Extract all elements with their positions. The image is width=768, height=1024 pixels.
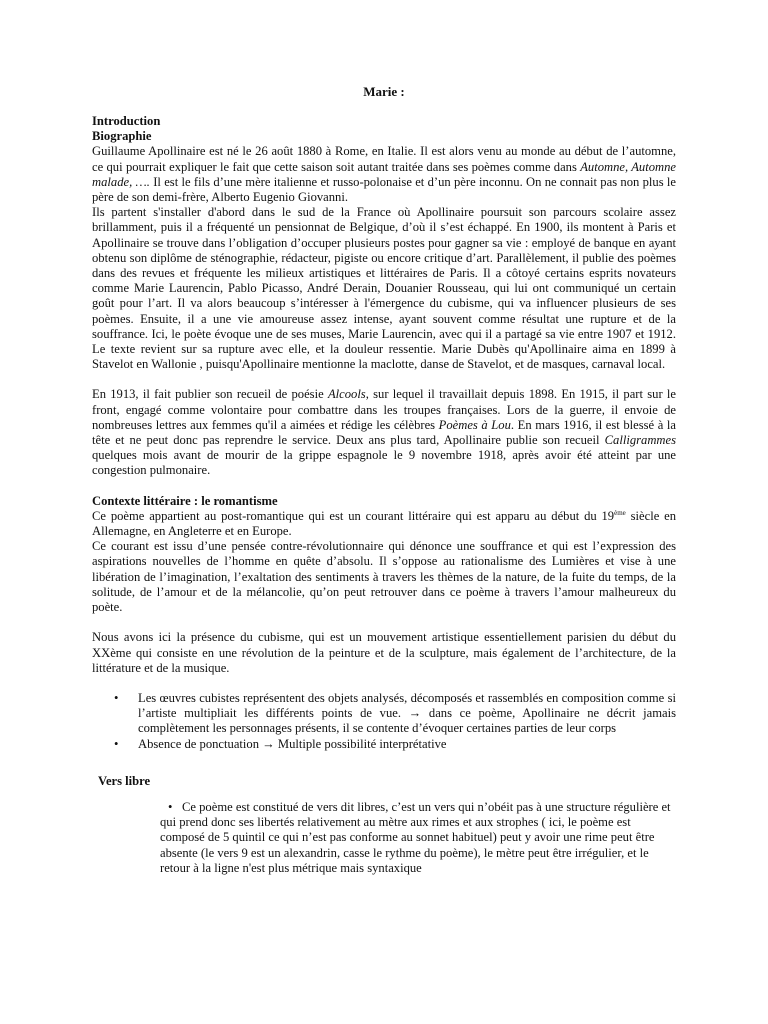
list-item: • Absence de ponctuation → Multiple possibilité interprétative <box>114 736 447 751</box>
vers-libre-heading: Vers libre <box>98 773 151 788</box>
bullet-icon: • <box>168 799 173 814</box>
bullet-icon: • <box>114 690 119 705</box>
cubisme-bullet-list <box>92 691 676 752</box>
contexte-paragraph-1: Ce poème appartient au post-romantique qui est un courant littéraire qui est apparu au début du 19ème siècle en Allemagne, en Angleterre et en Europe. <box>92 508 676 539</box>
introduction-heading: Introduction <box>92 114 161 128</box>
bullet-icon: • <box>114 736 119 751</box>
document-body <box>92 114 676 876</box>
contexte-heading: Contexte littéraire : le romantisme <box>92 493 278 508</box>
biographie-heading: Biographie <box>92 129 152 144</box>
vers-libre-paragraph: • Ce poème est constitué de vers dit libres, c’est un vers qui n’obéit pas à une structure régulière et qui prend donc ses libertés relativement au mètre aux rimes et aux strophes ( ici, le poème est composé de 5 quintil ce qui n’est pas conforme au sonnet habituel) peut y avoir une rime peut être absente (le vers 9 est un alexandrin, casse le rythme du poème), le mètre peut être irrégulier, et le retour à la ligne n'est plus métrique mais syntaxique <box>160 799 671 875</box>
bio-paragraph-1: Guillaume Apollinaire est né le 26 août 1880 à Rome, en Italie. Il est alors venu au monde au début de l’automne, ce qui pourrait expliquer le fait que cette saison soit autant traitée dans ses poèmes comme dans Automne, Automne malade, …. Il est le fils d’une mère italienne et russo-polonaise et d’un père inconnu. On ne connait pas non plus le père de son demi-frère, Alberto Eugenio Giovanni. <box>92 144 677 205</box>
bio-paragraph-3: En 1913, il fait publier son recueil de poésie Alcools, sur lequel il travaillait depuis 1898. En 1915, il part sur le front, engagé comme volontaire pour combattre dans les troupes françaises. Lors de la guerre, il envoie de nombreuses lettres aux femmes qu'il a aimées et rédige les célèbres Poèmes à Lou. En mars 1916, il est blessé à la tête et ne peut donc pas reprendre le service. Deux ans plus tard, Apollinaire publie son recueil Calligrammes quelques mois avant de mourir de la grippe espagnole le 9 novembre 1918, après avoir été atteint par une congestion pulmonaire. <box>92 387 676 478</box>
cubisme-paragraph: Nous avons ici la présence du cubisme, qui est un mouvement artistique essentiellement parisien du début du XXème qui consiste en une révolution de la peinture et de la sculpture, mais également de l’architecture, de la littérature et de la musique. <box>92 630 676 675</box>
vers-libre-section <box>160 800 676 876</box>
list-item: • Les œuvres cubistes représentent des objets analysés, décomposés et rassemblés en composition comme si l’artiste multipliait les différents points de vue. → dans ce poème, Apollinaire ne décrit jamais complètement les personnages présents, il se contente d’évoquer certaines parties de leur corps <box>114 690 676 736</box>
contexte-paragraph-2: Ce courant est issu d’une pensée contre-révolutionnaire qui dénonce une souffrance et qui est l’expression des aspirations nouvelles de l’homme en quête d’absolu. Il s’oppose au rationalisme des Lumières et vise à une libération de l’imagination, l’exaltation des sentiments à travers les thèmes de la nature, de la fuite du temps, de la solitude, de l’amour et de la mélancolie, qu’on peut retrouver dans ce poème à travers l’amour malheureux du poète. <box>92 539 676 615</box>
document-title: Marie : <box>363 84 405 99</box>
bio-paragraph-2: Ils partent s'installer d'abord dans le sud de la France où Apollinaire poursuit son parcours scolaire assez brillamment, puis il a fréquenté un pensionnat de Belgique, d’où il s’est échappé. En 1900, ils montent à Paris et Apollinaire se trouve dans l’obligation d’occuper plusieurs postes pour gagner sa vie : employé de banque en ayant obtenu son diplôme de sténographie, rédacteur, pigiste ou encore critique d’art. Parallèlement, il publie des poèmes dans des revues et fréquente les milieux artistiques et littéraires de Paris. Il a côtoyé certains esprits novateurs comme Marie Laurencin, Pablo Picasso, André Derain, Douanier Rousseau, qui lui ont communiqué un certain goût pour l’art. Il va alors beaucoup s’intéresser à l'émergence du cubisme, qui va influencer plusieurs de ses poèmes. Ensuite, il a une vie amoureuse assez intense, ayant souvent comme résultat une rupture et de la souffrance. Ici, le poète évoque une de ses muses, Marie Laurencin, avec qui il a partagé sa vie entre 1907 et 1912. Le texte revient sur sa rupture avec elle, et la douleur ressentie. Marie Dubès qu'Apollinaire aima en 1899 à Stavelot en Wallonie , puisqu'Apollinaire mentionne la maclotte, danse de Stavelot, et de masques, carnaval local. <box>92 205 676 372</box>
